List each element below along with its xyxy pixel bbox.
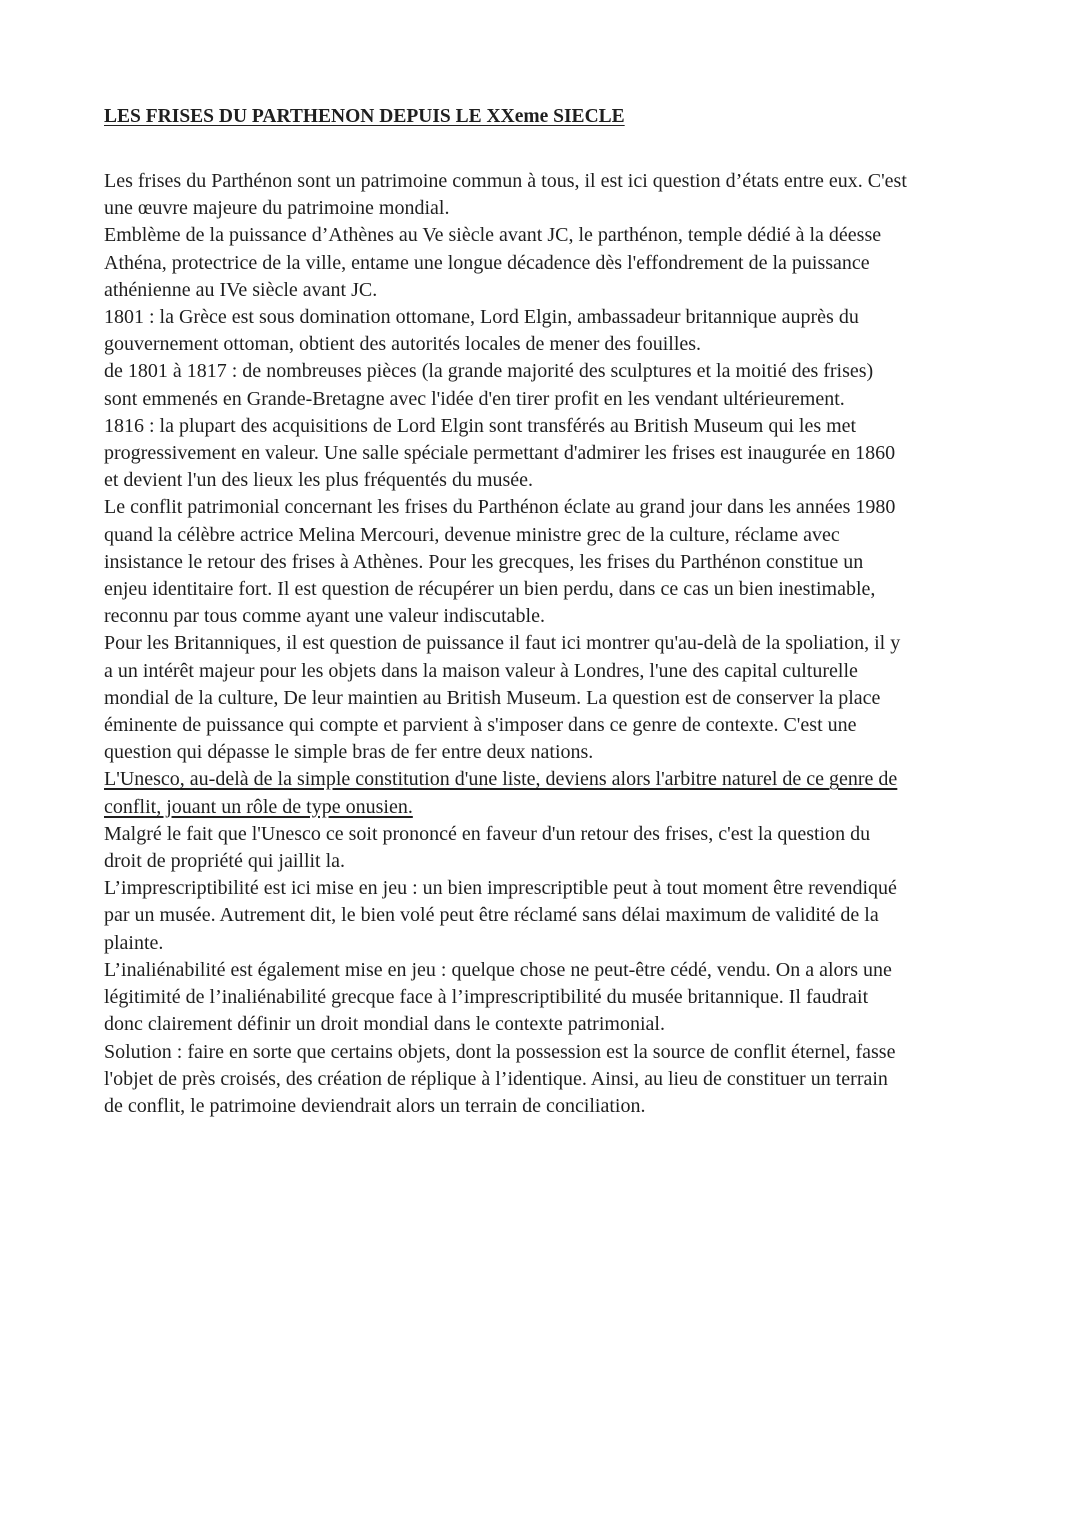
document-title: LES FRISES DU PARTHENON DEPUIS LE XXeme SIECLE <box>104 106 625 127</box>
paragraph-conflict: Le conflit patrimonial concernant les frises du Parthénon éclate au grand jour dans les années 1980 quand la célèbre actrice Melina Mercouri, devenue ministre grec de la culture, réclame avec insistance le retour des frises à Athènes. Pour les grecques, les frises du Parthénon constitue un enjeu identitaire fort. Il est question de récupérer un bien perdu, dans ce cas un bien inestimable, reconnu par tous comme ayant une valeur indiscutable. <box>104 496 896 628</box>
paragraph-solution: Solution : faire en sorte que certains objets, dont la possession est la source de conflit éternel, fasse l'objet de près croisés, des création de réplique à l’identique. Ainsi, au lieu de constituer un terrain de conflit, le patrimoine deviendrait alors un terrain de conciliation. <box>104 1040 896 1117</box>
paragraph-british: Pour les Britanniques, il est question de puissance il faut ici montrer qu'au-delà de la spoliation, il y a un intérêt majeur pour les objets dans la maison valeur à Londres, l'une des capital culturelle mondial de la culture, De leur maintien au British Museum. La question est de conserver la place éminente de puissance qui compte et parvient à s'imposer dans ce genre de contexte. C'est une question qui dépasse le simple bras de fer entre deux nations. <box>104 632 901 764</box>
paragraph-1801: 1801 : la Grèce est sous domination ottomane, Lord Elgin, ambassadeur britannique auprès du gouvernement ottoman, obtient des autorités locales de mener des fouilles. <box>104 306 859 356</box>
paragraph-unesco-underlined: L'Unesco, au-delà de la simple constitution d'une liste, deviens alors l'arbitre naturel de ce genre de conflit, jouant un rôle de type onusien. <box>104 768 898 818</box>
paragraph-intro: Les frises du Parthénon sont un patrimoine commun à tous, il est ici question d’états entre eux. C'est une œuvre majeure du patrimoine mondial. <box>104 170 907 220</box>
document-page <box>104 100 994 1120</box>
paragraph-imprescriptibility: L’imprescriptibilité est ici mise en jeu : un bien imprescriptible peut à tout moment être revendiqué par un musée. Autrement dit, le bien volé peut être réclamé sans délai maximum de validité de la plainte. <box>104 877 897 954</box>
paragraph-1801-1817: de 1801 à 1817 : de nombreuses pièces (la grande majorité des sculptures et la moitié des frises) sont emmenés en Grande-Bretagne avec l'idée d'en tirer profit en les vendant ultérieurement. <box>104 360 874 410</box>
paragraph-1816: 1816 : la plupart des acquisitions de Lord Elgin sont transférés au British Museum qui les met progressivement en valeur. Une salle spéciale permettant d'admirer les frises est inaugurée en 1860 et devient l'un des lieux les plus fréquentés du musée. <box>104 414 896 492</box>
paragraph-emblem: Emblème de la puissance d’Athènes au Ve siècle avant JC, le parthénon, temple dédié à la déesse Athéna, protectrice de la ville, entame une longue décadence dès l'effondrement de la puissance athénienne au IVe siècle avant JC. <box>104 224 882 301</box>
paragraph-inalienability: L’inaliénabilité est également mise en jeu : quelque chose ne peut-être cédé, vendu. On a alors une légitimité de l’inaliénabilité grecque face à l’imprescriptibilité du musée britannique. Il faudrait donc clairement définir un droit mondial dans le contexte patrimonial. <box>104 958 892 1036</box>
paragraph-unesco-ruling: Malgré le fait que l'Unesco ce soit prononcé en faveur d'un retour des frises, c'est la question du droit de propriété qui jaillit la. <box>104 822 871 873</box>
